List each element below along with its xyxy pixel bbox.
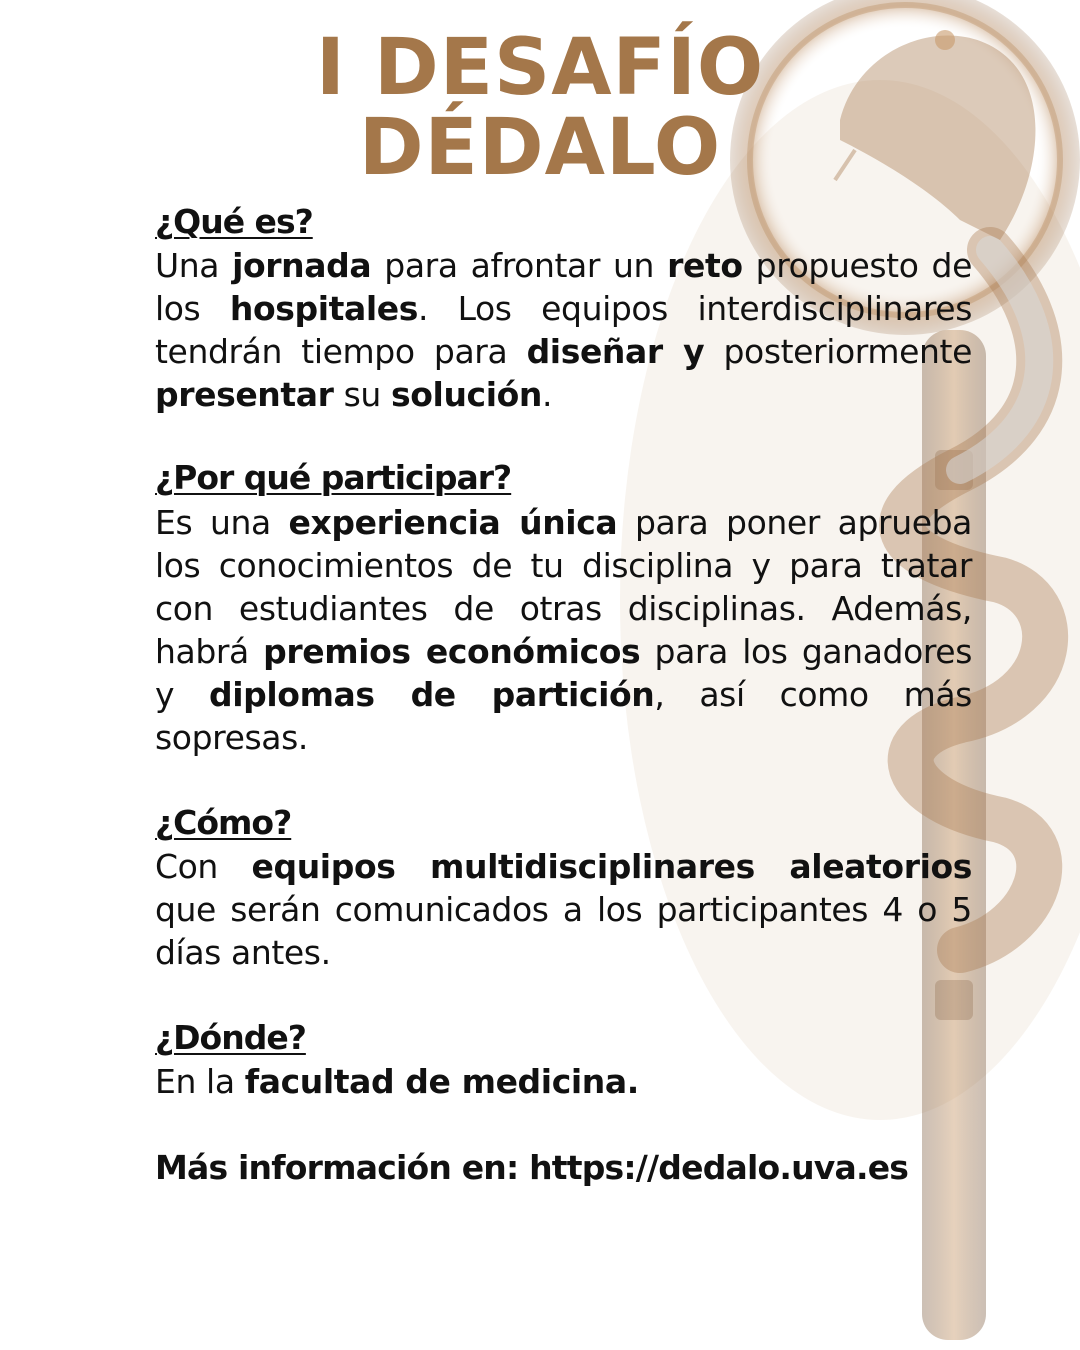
section-body-como	[155, 845, 972, 974]
text-run: para afrontar un	[371, 246, 668, 285]
text-run: propuesto de los	[155, 246, 972, 328]
bold-phrase: presentar	[155, 375, 334, 414]
bold-phrase: solución	[391, 375, 542, 414]
text-run: , así como más sopresas.	[155, 675, 972, 757]
text-run: para los ganadores y	[155, 632, 972, 714]
bold-phrase: facultad de medicina.	[244, 1062, 639, 1101]
section-heading-que-es: ¿Qué es?	[155, 202, 313, 241]
section-heading-por-que-participar: ¿Por qué participar?	[155, 458, 512, 497]
text-run: .	[541, 375, 553, 414]
bold-phrase: premios económicos	[263, 632, 641, 671]
more-info-link-text: Más información en: https://dedalo.uva.es	[155, 1148, 909, 1187]
text-run: su	[333, 375, 392, 414]
text-run: Es una	[155, 503, 289, 542]
bold-phrase: jornada	[232, 246, 372, 285]
section-body-que-es	[155, 244, 972, 416]
text-run: . Los equipos interdisciplinares tendrán tiempo para	[155, 289, 972, 371]
section-body-donde	[155, 1060, 972, 1103]
bold-phrase: hospitales	[229, 289, 418, 328]
text-run: Con	[155, 847, 252, 886]
poster-title-line-2: DÉDALO	[358, 103, 722, 193]
section-heading-donde: ¿Dónde?	[155, 1018, 306, 1057]
text-run: para poner aprueba los conocimientos de tu disciplina y para tratar con estudiantes de otras disciplinas. Además, habrá	[155, 503, 972, 671]
bold-phrase: reto	[667, 246, 743, 285]
text-run: que serán comunicados a los participantes 4 o 5 días antes.	[155, 890, 972, 972]
section-heading-como: ¿Cómo?	[155, 803, 292, 842]
section-body-por-que-participar	[155, 501, 972, 759]
bold-phrase: experiencia única	[288, 503, 618, 542]
bold-phrase: diseñar y	[526, 332, 705, 371]
poster-title-line-1: I DESAFÍO	[315, 23, 765, 113]
bold-phrase: equipos multidisciplinares aleatorios	[251, 847, 972, 886]
text-run: Una	[155, 246, 233, 285]
text-run: En la	[155, 1062, 245, 1101]
bold-phrase: diplomas de partición	[209, 675, 655, 714]
text-run: posteriormente	[704, 332, 972, 371]
